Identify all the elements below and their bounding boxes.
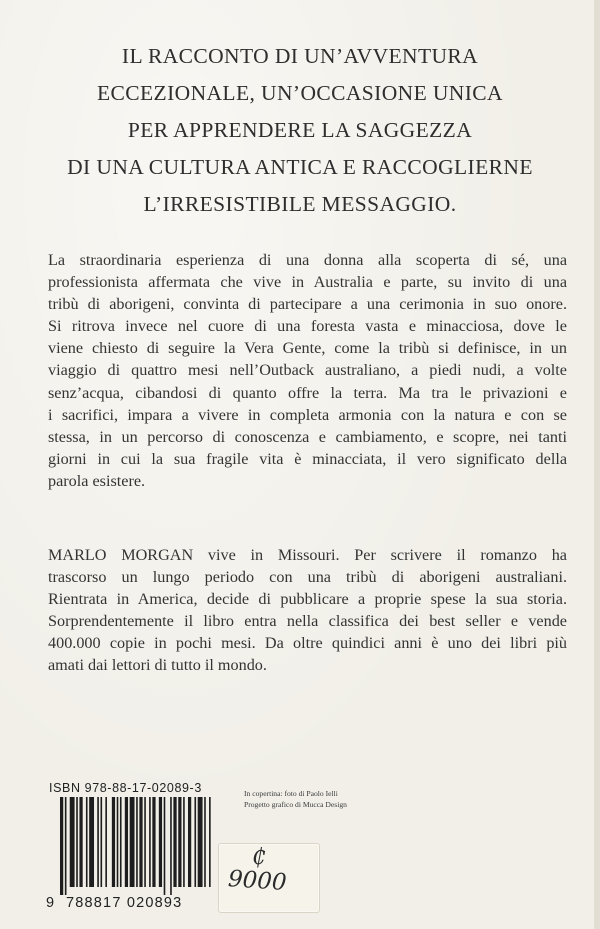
design-credit: Progetto grafico di Mucca Design [244, 799, 347, 809]
barcode-bar [198, 797, 203, 887]
barcode-bar [159, 797, 162, 887]
headline-line: L’IRRESISTIBILE MESSAGGIO. [143, 192, 457, 216]
barcode-bar [144, 797, 146, 887]
barcode-bar [149, 797, 151, 887]
barcode-bar [136, 797, 138, 887]
barcode-bar [204, 797, 206, 887]
barcode-digits [46, 895, 216, 913]
barcode-bar [209, 797, 211, 887]
barcode-bar [183, 797, 185, 887]
author-bio-line: amati dai lettori di tutto il mondo. [48, 656, 267, 675]
barcode-bar [97, 797, 99, 887]
page-edge [594, 0, 600, 929]
barcode-bar [70, 797, 75, 887]
synopsis-line: tribù di aborigeni, convinta di partecipare a una cerimonia in suo onore. [48, 295, 567, 314]
isbn-label: ISBN 978-88-17-02089-3 [49, 781, 202, 795]
headline-line: PER APPRENDERE LA SAGGEZZA [127, 118, 473, 142]
headline-line: ECCEZIONALE, UN’OCCASIONE UNICA [97, 81, 503, 105]
barcode [46, 797, 216, 895]
headline [40, 38, 560, 223]
barcode-bar [112, 797, 115, 887]
barcode-digit-groups: 788817 020893 [66, 895, 183, 911]
author-bio-line: MARLO MORGAN vive in Missouri. Per scrivere il romanzo ha [48, 546, 567, 564]
barcode-bar [139, 797, 142, 887]
headline-line: DI UNA CULTURA ANTICA E RACCOGLIERNE [67, 155, 533, 179]
author-bio-paragraph [48, 544, 567, 677]
synopsis-line: La straordinaria esperienza di una donna alla scoperta di sé, una [48, 251, 567, 269]
barcode-bar [79, 797, 82, 887]
synopsis-paragraph [48, 249, 567, 492]
barcode-bar [60, 797, 63, 895]
synopsis-line: parola esistere. [48, 471, 146, 490]
headline-line: IL RACCONTO DI UN’AVVENTURA [121, 44, 479, 68]
synopsis-line: Si ritrova invece nel cuore di una foresta vasta e minacciosa, dove le [48, 317, 567, 336]
synopsis-line: stessa, in un percorso di conoscenza e cambiamento, e scopre, nei tanti [48, 427, 567, 446]
synopsis-line: giorni in cui la sua fragile vita è minacciata, il vero significato della [48, 449, 567, 468]
barcode-bar [188, 797, 191, 887]
barcode-bar [65, 797, 67, 895]
barcode-bar [120, 797, 122, 887]
barcode-bar [194, 797, 196, 887]
author-bio-line: trascorso un lungo periodo con una tribù di aborigeni australiani. [48, 568, 567, 587]
synopsis-line: senz’acqua, cibandosi di quanto offre la terra. Ma tra le privazioni e [48, 383, 567, 402]
barcode-bar [173, 797, 176, 887]
barcode-bar [170, 797, 172, 895]
barcode-bar [164, 797, 166, 895]
barcode-bar [101, 797, 103, 887]
credits [244, 789, 347, 810]
barcode-bar [105, 797, 107, 887]
barcode-bar [76, 797, 78, 887]
author-bio-line: 400.000 copie in pochi mesi. Da oltre quindici anni è uno dei libri più [48, 634, 567, 653]
barcode-bar [125, 797, 128, 887]
price-symbol: ₵ [252, 845, 266, 870]
author-bio-line: Rientrata in America, decide di pubblicare a proprie spese la sua storia. [48, 590, 567, 609]
synopsis-line: viene chiesto di seguire la Vera Gente, come la tribù si definisce, in un [48, 339, 567, 358]
synopsis-line: viaggio di quattro mesi nell’Outback australiano, a piedi nudi, a volte [48, 361, 567, 380]
cover-photo-credit: In copertina: foto di Paolo Ielli [244, 789, 338, 798]
barcode-bar [152, 797, 155, 887]
barcode-bar [130, 797, 135, 887]
barcode-bar [117, 797, 119, 887]
synopsis-line: i sacrifici, impara a vivere in completa armonia con la natura e con se [48, 405, 567, 424]
barcode-bar [89, 797, 94, 887]
price-handwritten: 9000 [227, 865, 288, 897]
barcode-bar [178, 797, 181, 887]
synopsis-line: professionista affermata che vive in Australia e parte, su invito di una [48, 273, 567, 292]
author-bio-line: Sorprendentemente il libro entra nella classifica dei best seller e vende [48, 612, 567, 631]
barcode-digit-prefix: 9 [46, 895, 56, 911]
barcode-bar [86, 797, 88, 887]
